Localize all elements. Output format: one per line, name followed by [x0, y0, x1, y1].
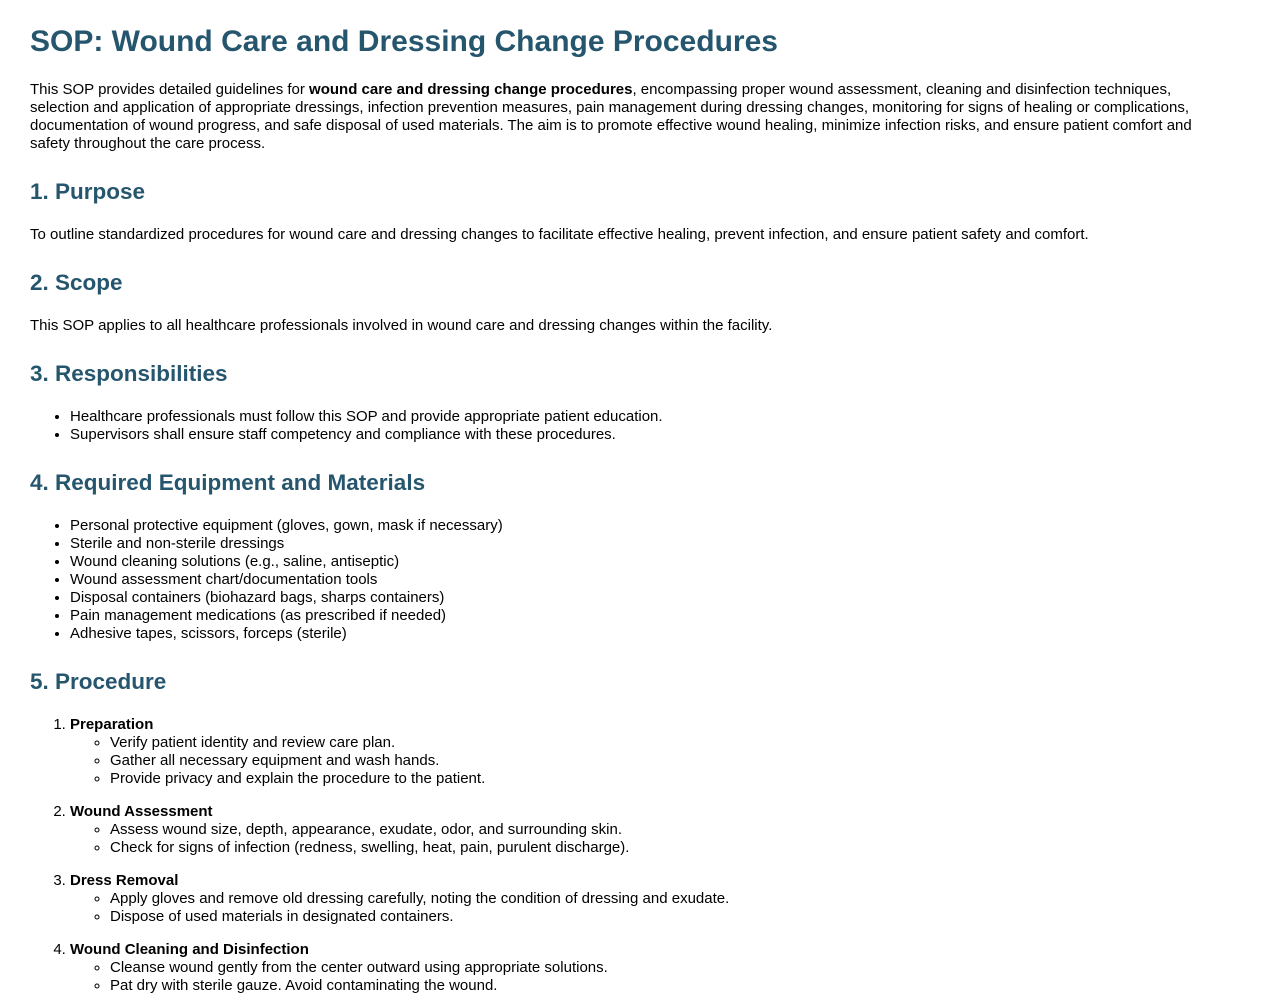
procedure-substeps — [70, 734, 1233, 788]
list-item: • Healthcare professionals must follow this SOP and provide appropriate patient education. — [70, 408, 1233, 426]
procedure-step — [70, 803, 1233, 857]
list-item: ◦ Dispose of used materials in designated containers. — [110, 908, 1233, 926]
procedure-step-title: Wound Cleaning and Disinfection — [70, 941, 309, 958]
procedure-substeps — [70, 890, 1233, 926]
list-item: ◦ Apply gloves and remove old dressing carefully, noting the condition of dressing and exudate. — [110, 890, 1233, 908]
intro-text-emphasis: wound care and dressing change procedures — [309, 81, 633, 98]
list-item: • Wound assessment chart/documentation tools — [70, 571, 1233, 589]
list-item: • Personal protective equipment (gloves, gown, mask if necessary) — [70, 517, 1233, 535]
list-item: • Supervisors shall ensure staff competency and compliance with these procedures. — [70, 426, 1233, 444]
list-item: • Wound cleaning solutions (e.g., saline, antiseptic) — [70, 553, 1233, 571]
list-item: ◦ Assess wound size, depth, appearance, exudate, odor, and surrounding skin. — [110, 821, 1233, 839]
purpose-text: To outline standardized procedures for wound care and dressing changes to facilitate effective healing, prevent infection, and ensure patient safety and comfort. — [30, 226, 1089, 243]
list-item: ◦ Provide privacy and explain the procedure to the patient. — [110, 770, 1233, 788]
section-heading-purpose: 1. Purpose — [30, 179, 146, 204]
procedure-step-title: Wound Assessment — [70, 803, 213, 820]
intro-text-rest: , encompassing proper wound assessment, cleaning and disinfection techniques, selection and application of appropriate dressings, infection prevention measures, pain management during dressing changes, monitoring for signs of healing or complications, documentation of wound progress, and safe disposal of used materials. The aim is to promote effective wound healing, minimize infection risks, and ensure patient comfort and safety throughout the care process. — [30, 81, 1192, 152]
procedure-substeps — [70, 821, 1233, 857]
list-item: ◦ Verify patient identity and review care plan. — [110, 734, 1233, 752]
list-item: ◦ Cleanse wound gently from the center outward using appropriate solutions. — [110, 959, 1233, 977]
list-item: ◦ Check for signs of infection (redness, swelling, heat, pain, purulent discharge). — [110, 839, 1233, 857]
sop-document — [30, 24, 1233, 995]
section-heading-procedure: 5. Procedure — [30, 669, 167, 694]
intro-paragraph — [30, 81, 1233, 153]
procedure-step-title: Preparation — [70, 716, 154, 733]
intro-text-lead: This SOP provides detailed guidelines for — [30, 81, 310, 98]
procedure-step — [70, 872, 1233, 926]
list-item: • Adhesive tapes, scissors, forceps (sterile) — [70, 625, 1233, 643]
list-item: • Disposal containers (biohazard bags, sharps containers) — [70, 589, 1233, 607]
scope-text: This SOP applies to all healthcare professionals involved in wound care and dressing changes within the facility. — [30, 317, 773, 334]
procedure-step — [70, 716, 1233, 788]
list-item: • Pain management medications (as prescribed if needed) — [70, 607, 1233, 625]
section-heading-scope: 2. Scope — [30, 270, 123, 295]
responsibilities-list — [30, 408, 1233, 444]
procedure-step-title: Dress Removal — [70, 872, 179, 889]
procedure-substeps — [70, 959, 1233, 995]
procedure-step — [70, 941, 1233, 995]
page-title: SOP: Wound Care and Dressing Change Procedures — [30, 25, 778, 58]
section-heading-equipment: 4. Required Equipment and Materials — [30, 470, 426, 495]
list-item: ◦ Pat dry with sterile gauze. Avoid contaminating the wound. — [110, 977, 1233, 995]
list-item: ◦ Gather all necessary equipment and wash hands. — [110, 752, 1233, 770]
procedure-steps-list — [30, 716, 1233, 995]
equipment-list — [30, 517, 1233, 643]
section-heading-responsibilities: 3. Responsibilities — [30, 361, 228, 386]
list-item: • Sterile and non-sterile dressings — [70, 535, 1233, 553]
